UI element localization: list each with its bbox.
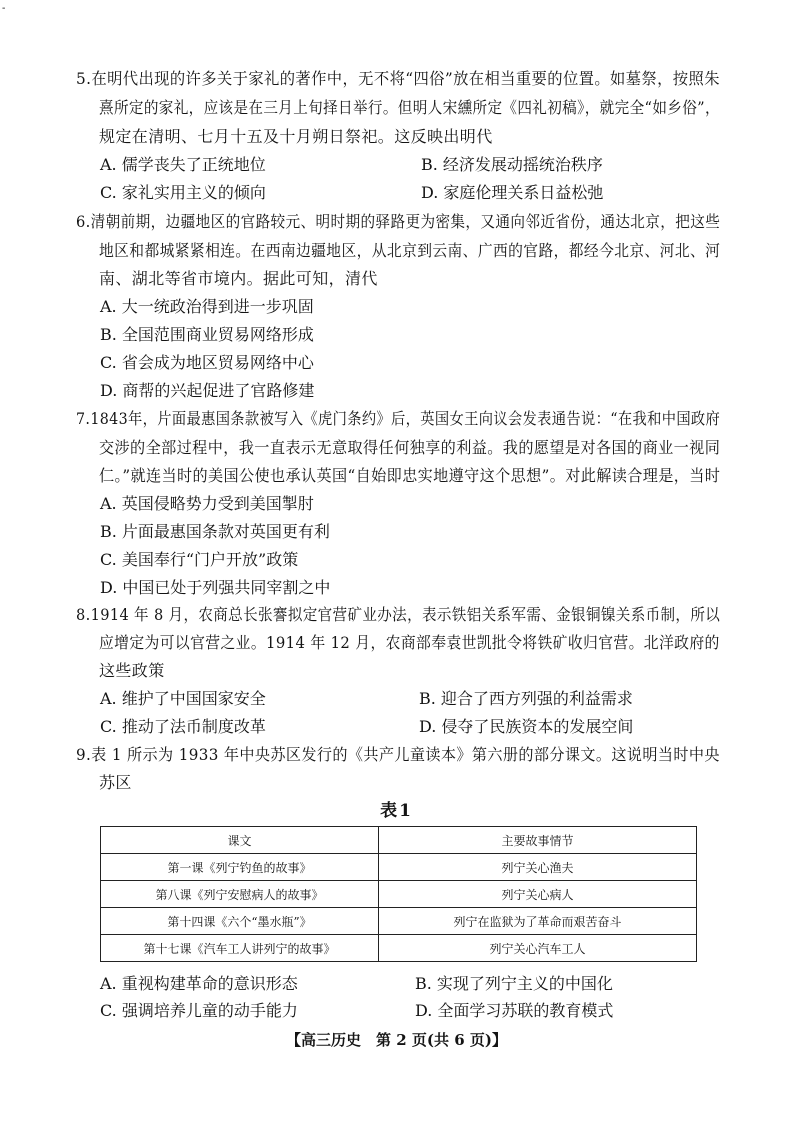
q5-line-1: 5.在明代出现的许多关于家礼的著作中，无不将“四俗”放在相当重要的位置。如墓祭，按照朱 <box>76 69 720 88</box>
q7-line-1: 7.1843年，片面最惠国条款被写入《虎门条约》后，英国女王向议会发表通告说：“在我和中国政府 <box>76 409 721 428</box>
table-row <box>101 935 697 962</box>
q9-option-b: B. 实现了列宁主义的中国化 <box>415 974 613 993</box>
q8-line-3: 这些政策 <box>99 661 165 680</box>
q7-option-b: B. 片面最惠国条款对英国更有利 <box>100 522 330 541</box>
table-cell-lesson: 第八课《列宁安慰病人的故事》 <box>101 881 379 908</box>
table-cell-lesson: 第十七课《汽车工人讲列宁的故事》 <box>101 935 379 962</box>
q5-option-d: D. 家庭伦理关系日益松弛 <box>421 183 604 202</box>
table-cell-plot: 列宁关心病人 <box>379 881 697 908</box>
q7-option-a: A. 英国侵略势力受到美国掣肘 <box>100 494 314 513</box>
q9-option-a: A. 重视构建革命的意识形态 <box>100 974 298 993</box>
table-header-row <box>101 827 697 854</box>
table-caption: 表1 <box>380 801 413 821</box>
q8-option-c: C. 推动了法币制度改革 <box>100 717 266 736</box>
q5-line-3: 规定在清明、七月十五及十月朔日祭祀。这反映出明代 <box>99 127 493 146</box>
table-row <box>101 908 697 935</box>
q8-line-1: 8.1914 年 8 月，农商总长张謇拟定官营矿业办法，表示铁铝关系军需、金银铜镍关系币制，所以 <box>76 605 721 624</box>
lesson-table <box>100 826 697 962</box>
q5-option-b: B. 经济发展动摇统治秩序 <box>421 155 603 174</box>
q8-option-a: A. 维护了中国国家安全 <box>100 689 266 708</box>
q6-option-d: D. 商帮的兴起促进了官路修建 <box>100 381 315 400</box>
table-row <box>101 881 697 908</box>
q5-line-2: 熹所定的家礼，应该是在三月上旬择日举行。但明人宋纁所定《四礼初稿》，就完全“如乡俗”， <box>99 98 720 117</box>
q9-line-2: 苏区 <box>99 773 132 792</box>
q8-line-2: 应增定为可以官营之业。1914 年 12 月，农商部奉袁世凯批令将铁矿收归官营。北洋政府的 <box>99 633 720 652</box>
q6-option-c: C. 省会成为地区贸易网络中心 <box>100 353 314 372</box>
q6-option-a: A. 大一统政治得到进一步巩固 <box>100 297 314 316</box>
q8-option-d: D. 侵夺了民族资本的发展空间 <box>419 717 634 736</box>
table-cell-plot: 列宁在监狱为了革命而艰苦奋斗 <box>379 908 697 935</box>
table-cell-plot: 列宁关心汽车工人 <box>379 935 697 962</box>
corner-mark: - <box>2 3 6 14</box>
table-row <box>101 854 697 881</box>
table-cell-lesson: 第一课《列宁钓鱼的故事》 <box>101 854 379 881</box>
q7-option-d: D. 中国已处于列强共同宰割之中 <box>100 578 331 597</box>
table-header-cell: 课文 <box>101 827 379 854</box>
q9-line-1: 9.表 1 所示为 1933 年中央苏区发行的《共产儿童读本》第六册的部分课文。这说明当时中央 <box>76 745 720 764</box>
q8-option-b: B. 迎合了西方列强的利益需求 <box>419 689 633 708</box>
q6-line-1: 6.清朝前期，边疆地区的官路较元、明时期的驿路更为密集，又通向邻近省份，通达北京，把这些 <box>76 212 721 231</box>
q6-option-b: B. 全国范围商业贸易网络形成 <box>100 325 314 344</box>
q5-option-c: C. 家礼实用主义的倾向 <box>100 183 266 202</box>
table-cell-plot: 列宁关心渔夫 <box>379 854 697 881</box>
table-header-cell: 主要故事情节 <box>379 827 697 854</box>
q6-line-2: 地区和都城紧紧相连。在西南边疆地区，从北京到云南、广西的官路，都经今北京、河北、河 <box>99 241 721 260</box>
q9-option-d: D. 全面学习苏联的教育模式 <box>415 1001 614 1020</box>
q7-line-3: 仁。”就连当时的美国公使也承认英国“自始即忠实地遵守这个思想”。对此解读合理是，当时 <box>99 466 721 485</box>
q9-option-c: C. 强调培养儿童的动手能力 <box>100 1001 298 1020</box>
q7-line-2: 交涉的全部过程中，我一直表示无意取得任何独享的利益。我的愿望是对各国的商业一视同 <box>99 438 721 457</box>
q5-option-a: A. 儒学丧失了正统地位 <box>100 155 266 174</box>
table-cell-lesson: 第十四课《六个“墨水瓶”》 <box>101 908 379 935</box>
q6-line-3: 南、湖北等省市境内。据此可知，清代 <box>99 269 378 288</box>
q7-option-c: C. 美国奉行“门户开放”政策 <box>100 550 299 569</box>
page-footer: 【高三历史 第 2 页(共 6 页)】 <box>286 1031 507 1049</box>
